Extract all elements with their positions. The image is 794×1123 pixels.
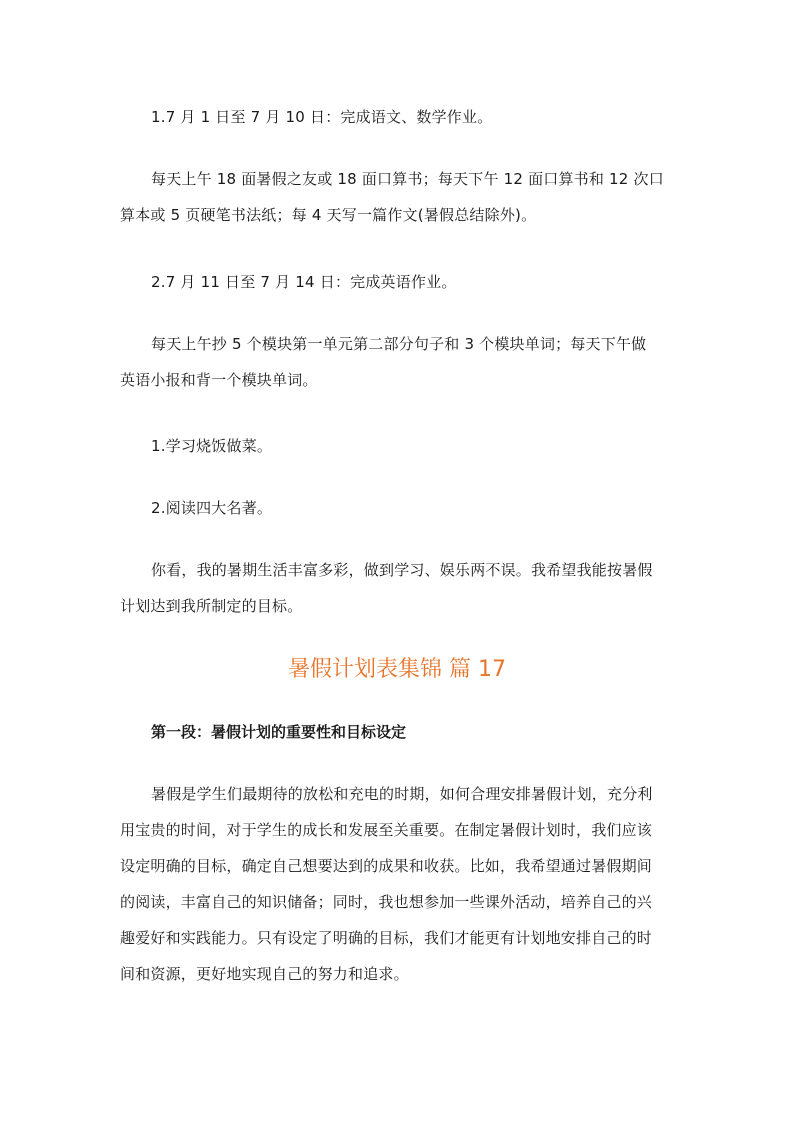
text-line: 计划达到我所制定的目标。 [120,597,303,615]
paragraph-read-classics [120,490,680,526]
section-title: 暑假计划表集锦 篇 17 [288,657,506,682]
text-line: 你看，我的暑期生活丰富多彩，做到学习、娱乐两不误。我希望我能按暑假 [151,561,653,579]
paragraph-section-body [120,776,680,992]
text-line: 设定明确的目标，确定自己想要达到的成果和收获。比如，我希望通过暑假期间 [120,857,653,875]
text-line: 的阅读，丰富自己的知识储备；同时，我也想参加一些课外活动，培养自己的兴 [120,893,653,911]
text-line: 每天上午抄 5 个模块第一单元第二部分句子和 3 个模块单词；每天下午做 [151,335,647,353]
text-line: 趣爱好和实践能力。只有设定了明确的目标，我们才能更有计划地安排自己的时 [120,929,653,947]
paragraph-daily-schedule-1 [120,161,680,233]
text-line: 2.阅读四大名著。 [151,499,273,517]
text-line: 2.7 月 11 日至 7 月 14 日：完成英语作业。 [151,273,457,291]
text-line: 每天上午 18 面暑假之友或 18 面口算书；每天下午 12 面口算书和 12 次口 [151,170,664,188]
text-line: 1.7 月 1 日至 7 月 10 日：完成语文、数学作业。 [151,108,493,126]
text-line: 英语小报和背一个模块单词。 [120,371,318,389]
text-line: 暑假是学生们最期待的放松和充电的时期，如何合理安排暑假计划，充分利 [151,785,653,803]
text-line: 用宝贵的时间，对于学生的成长和发展至关重要。在制定暑假计划时，我们应该 [120,821,653,839]
paragraph-conclusion [120,552,680,624]
paragraph-english-homework [120,264,680,300]
paragraph-learn-cooking [120,428,680,464]
text-line: 间和资源，更好地实现自己的努力和追求。 [120,965,409,983]
paragraph-chinese-math-homework [120,99,680,135]
text-line: 算本或 5 页硬笔书法纸；每 4 天写一篇作文(暑假总结除外)。 [120,206,537,224]
paragraph-daily-schedule-2 [120,326,680,398]
text-line: 1.学习烧饭做菜。 [151,437,273,455]
section-subtitle: 第一段：暑假计划的重要性和目标设定 [151,723,407,741]
